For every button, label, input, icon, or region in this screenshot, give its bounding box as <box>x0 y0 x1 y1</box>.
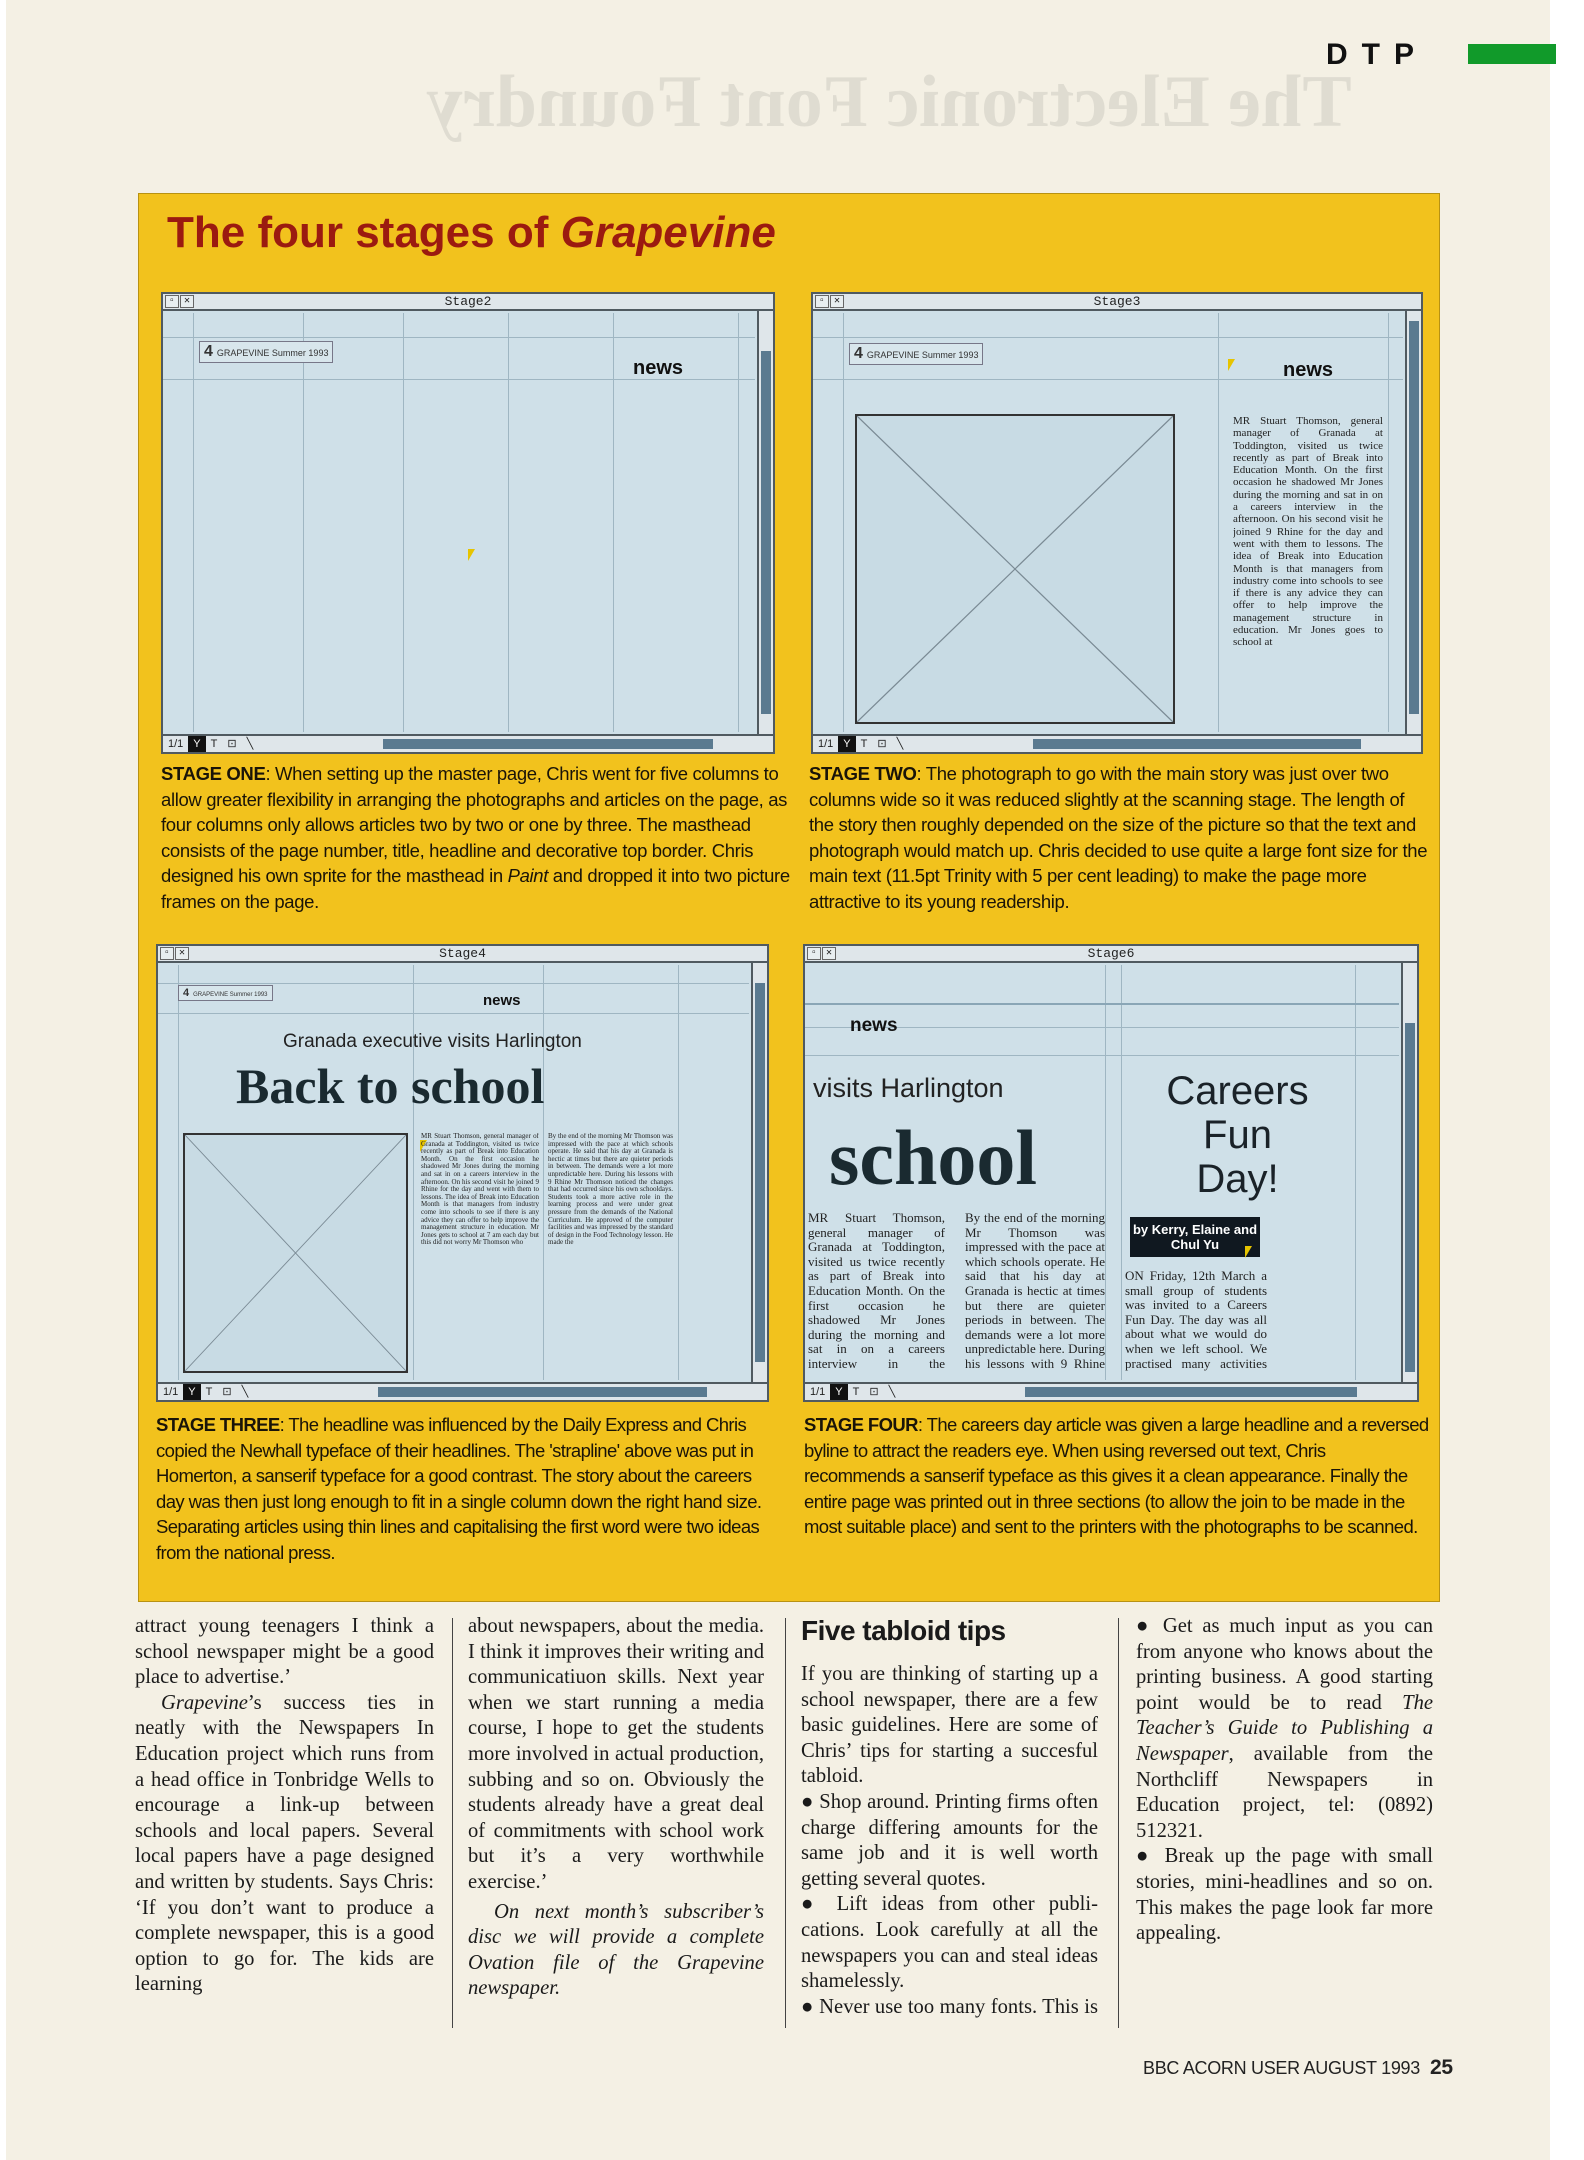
tips-column-2 <box>1136 1614 1433 1947</box>
status-toolbar: 1/1 Y T ⊡ ╲ <box>163 734 773 752</box>
vertical-scrollbar[interactable] <box>757 311 773 734</box>
line-tool-icon[interactable]: ╲ <box>888 1386 896 1398</box>
stage-one-caption: STAGE ONE: When setting up the master page, Chris went for five columns to allow greater flexibility in arranging the photographs and articles on the page, as four columns only allows articles two by two or one by three. The masthead consists of the page number, title, headline and decorative top border. Chris designed his own sprite for the masthead in Paint and dropped it into two picture frames on the page. <box>161 763 790 912</box>
page-footer: BBC ACORN USER AUGUST 1993 25 <box>1143 2056 1453 2079</box>
page-canvas[interactable] <box>805 965 1399 1380</box>
pointer-icon <box>1245 1246 1252 1258</box>
section-color-bar <box>1468 44 1556 64</box>
feature-title: The four stages of Grapevine <box>167 208 776 257</box>
frame-tool-icon[interactable]: ⊡ <box>227 738 237 750</box>
careers-story-text: ON Friday, 12th March a small group of students was invited to a Careers Fun Day. The day was all about what we would do when we left school. We practised many activities <box>1125 1269 1267 1371</box>
horizontal-scrollbar[interactable] <box>378 1387 707 1397</box>
pointer-icon <box>468 549 475 561</box>
text-tool-icon[interactable]: T <box>205 1386 213 1398</box>
text-tool-icon[interactable]: T <box>852 1386 860 1398</box>
status-toolbar: 1/1 Y T ⊡ ╲ <box>158 1382 767 1400</box>
main-story-text: MR Stuart Thomson, general manager of Granada at Toddington, visited us twice recently as part of Break into Education Month. On the first occasion he shadowed Mr Jones during the morning and sat in on a careers interview in the afternoon. On his second visit he joined 9 Rhine for the day and went with them to lessons. The idea of Break into Education Month is that managers from industry come into schools to see if there is any advice they can offer to help improve the management structure in education. Mr Jones goes to school at <box>1233 415 1383 649</box>
window-title-bar[interactable]: ▫ ✕ Stage6 <box>805 946 1417 963</box>
news-label: news <box>633 357 684 379</box>
close-icon[interactable]: ✕ <box>175 947 189 960</box>
tips-column-1: Five tabloid tips If you are thinking of starting up a school newspaper, there are a few basic guidelines. Here are some of Chris’ tips for starting a succesful tabloid. ● Shop around. Printing firms often charge differing amounts for the same job and it is well worth getting several quotes. ● Lift ideas from other publications. Look carefully at all the newspapers you can and steal ideas shamelessly. ● Never use too many fonts. This is <box>801 1614 1098 2021</box>
stage2-window <box>161 292 775 754</box>
column-rule <box>785 1618 786 2028</box>
line-tool-icon[interactable]: ╲ <box>896 738 904 750</box>
story-column-1: MR Stuart Thomson, general manager of Granada at Toddington, visited us twice recently as part of Break into Education Month. On the first occasion he shadowed Mr Jones during the morning and sat in on a careers interview in the afternoon. On his second visit he joined 9 Rhine for the day and went with them to lessons. The idea of Break into Education Month is that managers from industry come into schools to see if there is any advice they can offer to help improve the management structure in education. Mr Jones gets to school at 7 am each day but this did not worry Mr Thomson who <box>421 1133 539 1247</box>
strapline: visits Harlington <box>813 1073 1004 1103</box>
select-tool-icon[interactable]: Y <box>188 736 205 752</box>
column-rule <box>1118 1618 1119 2028</box>
page-canvas[interactable] <box>813 313 1403 732</box>
news-label: news <box>1283 359 1334 381</box>
back-icon[interactable]: ▫ <box>807 947 821 960</box>
show-through-heading: The Electronic Font Foundry <box>426 61 1352 143</box>
select-tool-icon[interactable]: Y <box>838 736 855 752</box>
pointer-icon <box>1228 359 1235 371</box>
back-icon[interactable]: ▫ <box>165 295 179 308</box>
photo-frame-placeholder[interactable] <box>183 1133 408 1373</box>
feature-box <box>138 193 1440 1602</box>
news-label: news <box>850 1015 898 1036</box>
tip-item: ● Never use too many fonts. This is <box>801 1995 1098 2018</box>
stage3-window <box>811 292 1423 754</box>
tips-heading: Five tabloid tips <box>801 1615 1006 1646</box>
frame-tool-icon[interactable]: ⊡ <box>222 1386 232 1398</box>
close-icon[interactable]: ✕ <box>180 295 194 308</box>
page-canvas[interactable] <box>158 965 749 1380</box>
masthead: 4 GRAPEVINE Summer 1993 <box>849 343 983 365</box>
window-title-bar[interactable]: ▫ ✕ Stage3 <box>813 294 1421 311</box>
stage-two-caption: STAGE TWO: The photograph to go with the main story was just over two columns wide so it was reduced slightly at the scanning stage. The length of the story then roughly depended on the size of the picture so that the text and photograph would match up. Chris decided to use quite a large font size for the main text (11.5pt Trinity with 5 per cent leading) to make the page more attractive to its young readership. <box>809 763 1428 912</box>
tip-item: ● Lift ideas from other publications. Look carefully at all the newspapers you can and steal ideas shamelessly. <box>801 1893 1098 1993</box>
status-toolbar: 1/1 Y T ⊡ ╲ <box>805 1382 1417 1400</box>
frame-tool-icon[interactable]: ⊡ <box>869 1386 879 1398</box>
stage-three-caption: STAGE THREE: The headline was influenced by the Daily Express and Chris copied the Newhall typeface of their headlines. The 'strapline' above was put in Homerton, a sanserif typeface for a good contrast. The story about the careers day was then just long enough to fit in a single column down the right hand size. Separating articles using thin lines and capitalising the first word were two ideas from the national press. <box>156 1414 762 1563</box>
section-label: DTP <box>1326 38 1428 71</box>
line-tool-icon[interactable]: ╲ <box>246 738 254 750</box>
text-tool-icon[interactable]: T <box>210 738 218 750</box>
vertical-scrollbar[interactable] <box>1401 963 1417 1382</box>
text-tool-icon[interactable]: T <box>860 738 868 750</box>
status-toolbar: 1/1 Y T ⊡ ╲ <box>813 734 1421 752</box>
select-tool-icon[interactable]: Y <box>830 1384 847 1400</box>
window-title-bar[interactable]: ▫ ✕ Stage2 <box>163 294 773 311</box>
story-column-2: By the end of the morning Mr Thomson was impressed with the pace at which schools operate. He said that his day at Granada is hectic at times but there are quieter periods in between. The demands were a lot more unpredictable here. During his lessons with 9 Rhine <box>965 1211 1105 1371</box>
tip-item: ● Shop around. Printing firms often charge differing amounts for the same job and it is well worth getting several quotes. <box>801 1790 1098 1890</box>
article-column-1: attract young teenagers I think a school newspaper might be a good place to advertise.’ Grapevine’s success ties in neatly with the Newspapers In Education project which runs from a head office in Tonbridge Wells to encourage a link-up between schools and local papers. Several local papers have a page designed and written by students. Says Chris: ‘If you don’t want to produce a complete newspaper, this is a good option to go for. The kids are learning <box>135 1615 434 1996</box>
page-canvas[interactable] <box>163 313 755 732</box>
frame-tool-icon[interactable]: ⊡ <box>877 738 887 750</box>
news-label: news <box>483 992 521 1009</box>
vertical-scrollbar[interactable] <box>1405 311 1421 734</box>
stage-four-caption: STAGE FOUR: The careers day article was given a large headline and a reversed byline to attract the readers eye. When using reversed out text, Chris recommends a sanserif typeface as this gives it a clean appearance. Finally the entire page was printed out in three sections (to allow the join to be made in the most suitable place) and sent to the printers with the photographs to be scanned. <box>804 1414 1429 1538</box>
story-column-2: By the end of the morning Mr Thomson was impressed with the pace at which schools operate. He said that his day at Granada is hectic at times but there are quieter periods in between. The demands were a lot more unpredictable here. During his lessons with 9 Rhine Mr Thomson noticed the changes that had occurred since his own schooldays. Students took a more active role in the learning process and were under great pressure from the demands of the National Curriculum. He approved of the computer facilities and was impressed by the standard of design in the Food Technology lesson. He made the <box>548 1133 673 1247</box>
story-column-1: MR Stuart Thomson, general manager of Granada at Toddington, visited us twice recently as part of Break into Education Month. On the first occasion he shadowed Mr Jones during the morning and sat in on a careers interview in the <box>808 1211 945 1371</box>
horizontal-scrollbar[interactable] <box>383 739 713 749</box>
stage6-window <box>803 944 1419 1402</box>
masthead: 4 GRAPEVINE Summer 1993 <box>178 985 273 1001</box>
column-rule <box>452 1618 453 2028</box>
close-icon[interactable]: ✕ <box>822 947 836 960</box>
photo-frame-placeholder[interactable] <box>855 414 1175 724</box>
strapline: Granada executive visits Harlington <box>283 1031 582 1052</box>
horizontal-scrollbar[interactable] <box>1025 1387 1357 1397</box>
vertical-scrollbar[interactable] <box>751 963 767 1382</box>
stage4-window <box>156 944 769 1402</box>
line-tool-icon[interactable]: ╲ <box>241 1386 249 1398</box>
headline: school <box>829 1114 1038 1201</box>
reversed-byline: by Kerry, Elaine and Chul Yu <box>1130 1217 1260 1257</box>
headline: Back to school <box>236 1058 545 1114</box>
article-column-2: about newspapers, about the media. I think it improves their writing and communicatiuon skills. Next year when we start running a media course, I hope to get the students more involved in actual production, subbing and so on. Obviously the students already have a great deal of commitments with school work but it’s a very worthwhile exercise.’ On next month’s subscriber’s disc we will provide a complete Ovation file of the Grapevine newspaper. <box>468 1615 764 2000</box>
tip-item: ● Break up the page with small stories, mini-headlines and so on. This makes the page look far more appealing. <box>1136 1845 1433 1945</box>
horizontal-scrollbar[interactable] <box>1033 739 1361 749</box>
close-icon[interactable]: ✕ <box>830 295 844 308</box>
back-icon[interactable]: ▫ <box>160 947 174 960</box>
window-title-bar[interactable]: ▫ ✕ Stage4 <box>158 946 767 963</box>
page-number: 25 <box>1429 2056 1453 2079</box>
select-tool-icon[interactable]: Y <box>183 1384 200 1400</box>
back-icon[interactable]: ▫ <box>815 295 829 308</box>
careers-headline: Careers Fun Day! <box>1166 1069 1309 1201</box>
masthead: 4 GRAPEVINE Summer 1993 <box>199 341 333 363</box>
tip-item: ● Get as much input as you can from anyone who knows about the printing business. A good starting point would be to read The Teacher’s Guide to Publishing a Newspaper, available from the Northcliff Newspapers in Education project, tel: (0892) 512321. <box>1136 1615 1433 1842</box>
